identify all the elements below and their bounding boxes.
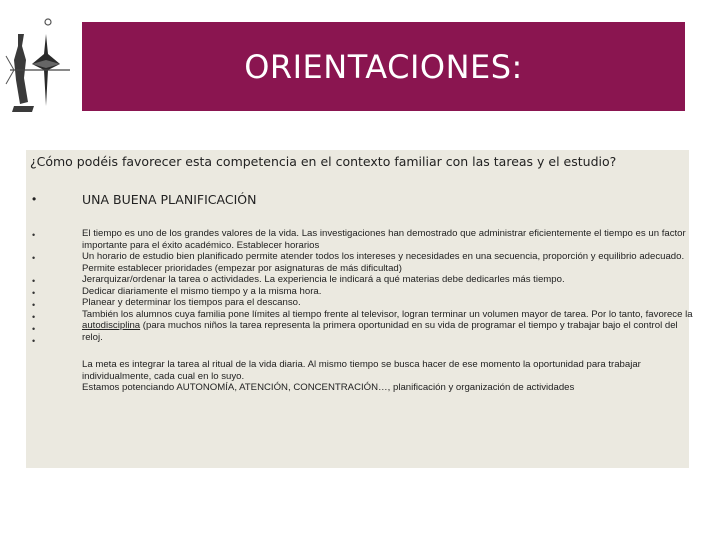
bullet-marker: • <box>32 336 36 346</box>
list-item-text: (para muchos niños la tarea representa la primera oportunidad en su vida de programar el tiempo y trabajar bajo el control del reloj. <box>82 320 678 343</box>
autodisciplina-link[interactable]: autodisciplina <box>82 320 141 331</box>
page-title: ORIENTACIONES: <box>244 47 523 86</box>
bullet-marker: • <box>32 312 36 322</box>
main-point: UNA BUENA PLANIFICACIÓN <box>82 192 257 207</box>
question-text: ¿Cómo podéis favorecer esta competencia en el contexto familiar con las tareas y el estudio? <box>30 154 617 169</box>
body-text <box>82 228 694 394</box>
bullet-marker: • <box>32 300 36 310</box>
list-item: Dedicar diariamente el mismo tiempo y a la misma hora. <box>82 285 322 297</box>
closing-paragraph: Estamos potenciando AUTONOMÍA, ATENCIÓN, CONCENTRACIÓN…, planificación y organización de actividades <box>82 382 575 393</box>
bullet-marker: • <box>32 276 36 286</box>
list-item: Permite establecer prioridades (empezar por asignaturas de más dificultad) <box>82 262 402 274</box>
list-item: Un horario de estudio bien planificado permite atender todos los intereses y necesidades en una secuencia, proporción y equilibrio adecuado. <box>82 251 685 262</box>
title-banner <box>82 22 685 111</box>
bullet-marker: • <box>32 288 36 298</box>
bullet-marker: • <box>32 230 36 240</box>
list-item: El tiempo es uno de los grandes valores de la vida. Las investigaciones han demostrado que administrar eficientemente el tiempo es un factor importante para el éxito académico. Establecer horarios <box>82 228 686 251</box>
logo <box>4 16 76 120</box>
closing-paragraph: La meta es integrar la tarea al ritual de la vida diaria. Al mismo tiempo se busca hacer de ese momento la oportunidad para trabajar individualmente, cada cual en lo suyo. <box>82 359 641 382</box>
main-bullet: • <box>32 192 37 206</box>
list-item-text: También los alumnos cuya familia pone límites al tiempo frente al televisor, logran terminar un volumen mayor de tarea. Por lo tanto, favorece la <box>82 308 693 320</box>
bullet-marker: • <box>32 253 36 263</box>
bullet-marker: • <box>32 324 36 334</box>
list-item: Jerarquizar/ordenar la tarea o actividades. La experiencia le indicará a qué materias debe dedicarles más tiempo. <box>82 274 565 285</box>
list-item <box>82 309 694 344</box>
list-item: Planear y determinar los tiempos para el descanso. <box>82 297 301 308</box>
